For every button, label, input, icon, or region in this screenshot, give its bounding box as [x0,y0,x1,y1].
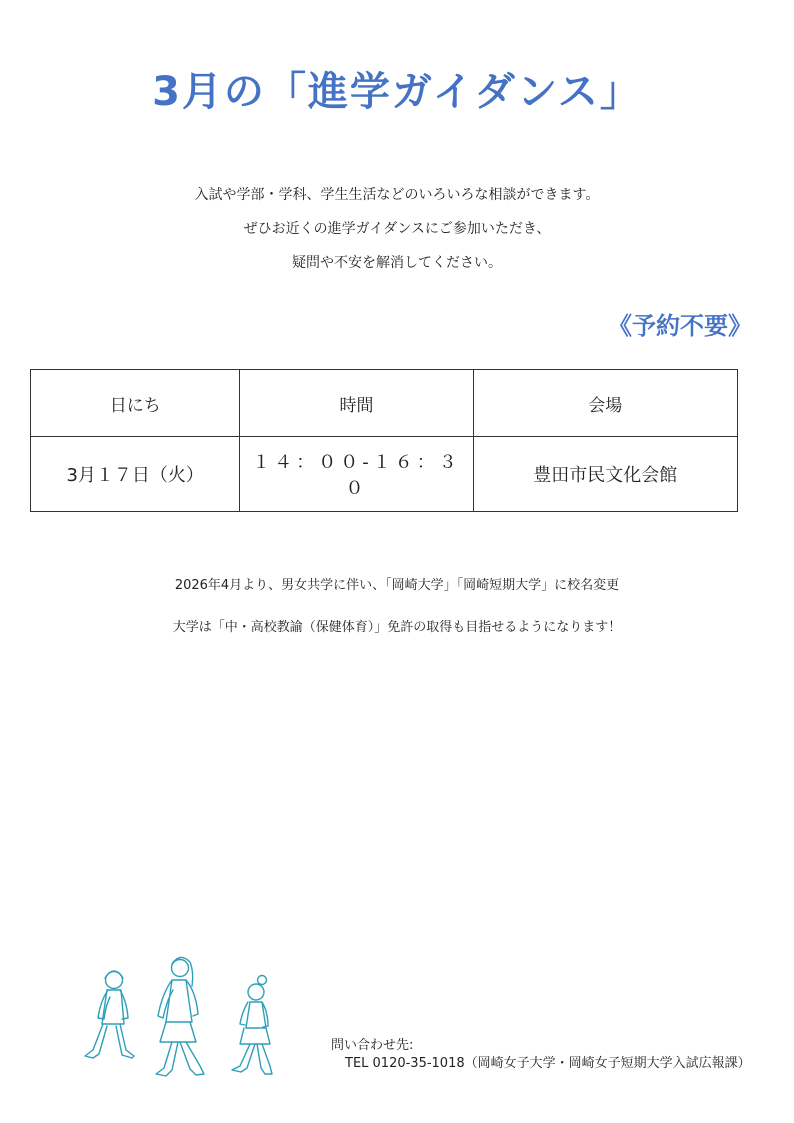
page-title: 3月の「進学ガイダンス」 [152,69,642,115]
girl-figure [156,957,204,1076]
cell-venue: 豊田市民文化会館 [473,437,738,512]
contact-tel: TEL 0120-35-1018（岡崎女子大学・岡崎女子短期大学入試広報課） [345,1056,751,1071]
contact-info [331,1037,751,1073]
cell-date: 3月１７日（火） [31,437,240,512]
table-row [31,437,738,512]
header-venue: 会場 [473,370,738,437]
small-girl-figure [232,976,272,1075]
no-reservation-badge: 《予約不要》 [608,312,752,340]
table-header-row [31,370,738,437]
contact-label: 問い合わせ先: [331,1038,414,1053]
note-line: 2026年4月より、男女共学に伴い、「岡崎大学」「岡崎短期大学」に校名変更 [174,578,620,593]
intro-line: ぜひお近くの進学ガイダンスにご参加いただき、 [243,221,551,237]
intro-line: 疑問や不安を解消してください。 [292,255,502,271]
cell-time: １４：００-１６：３０ [240,437,473,512]
note-line: 大学は「中・高校教諭（保健体育）」免許の取得も目指せるようになります！ [172,620,622,635]
header-time: 時間 [240,370,473,437]
children-walking-illustration [78,952,292,1084]
intro-line: 入試や学部・学科、学生生活などのいろいろな相談ができます。 [194,187,600,203]
header-date: 日にち [31,370,240,437]
boy-figure [85,971,134,1058]
notes [0,570,794,654]
schedule-table [30,369,738,512]
intro-text [0,178,794,280]
